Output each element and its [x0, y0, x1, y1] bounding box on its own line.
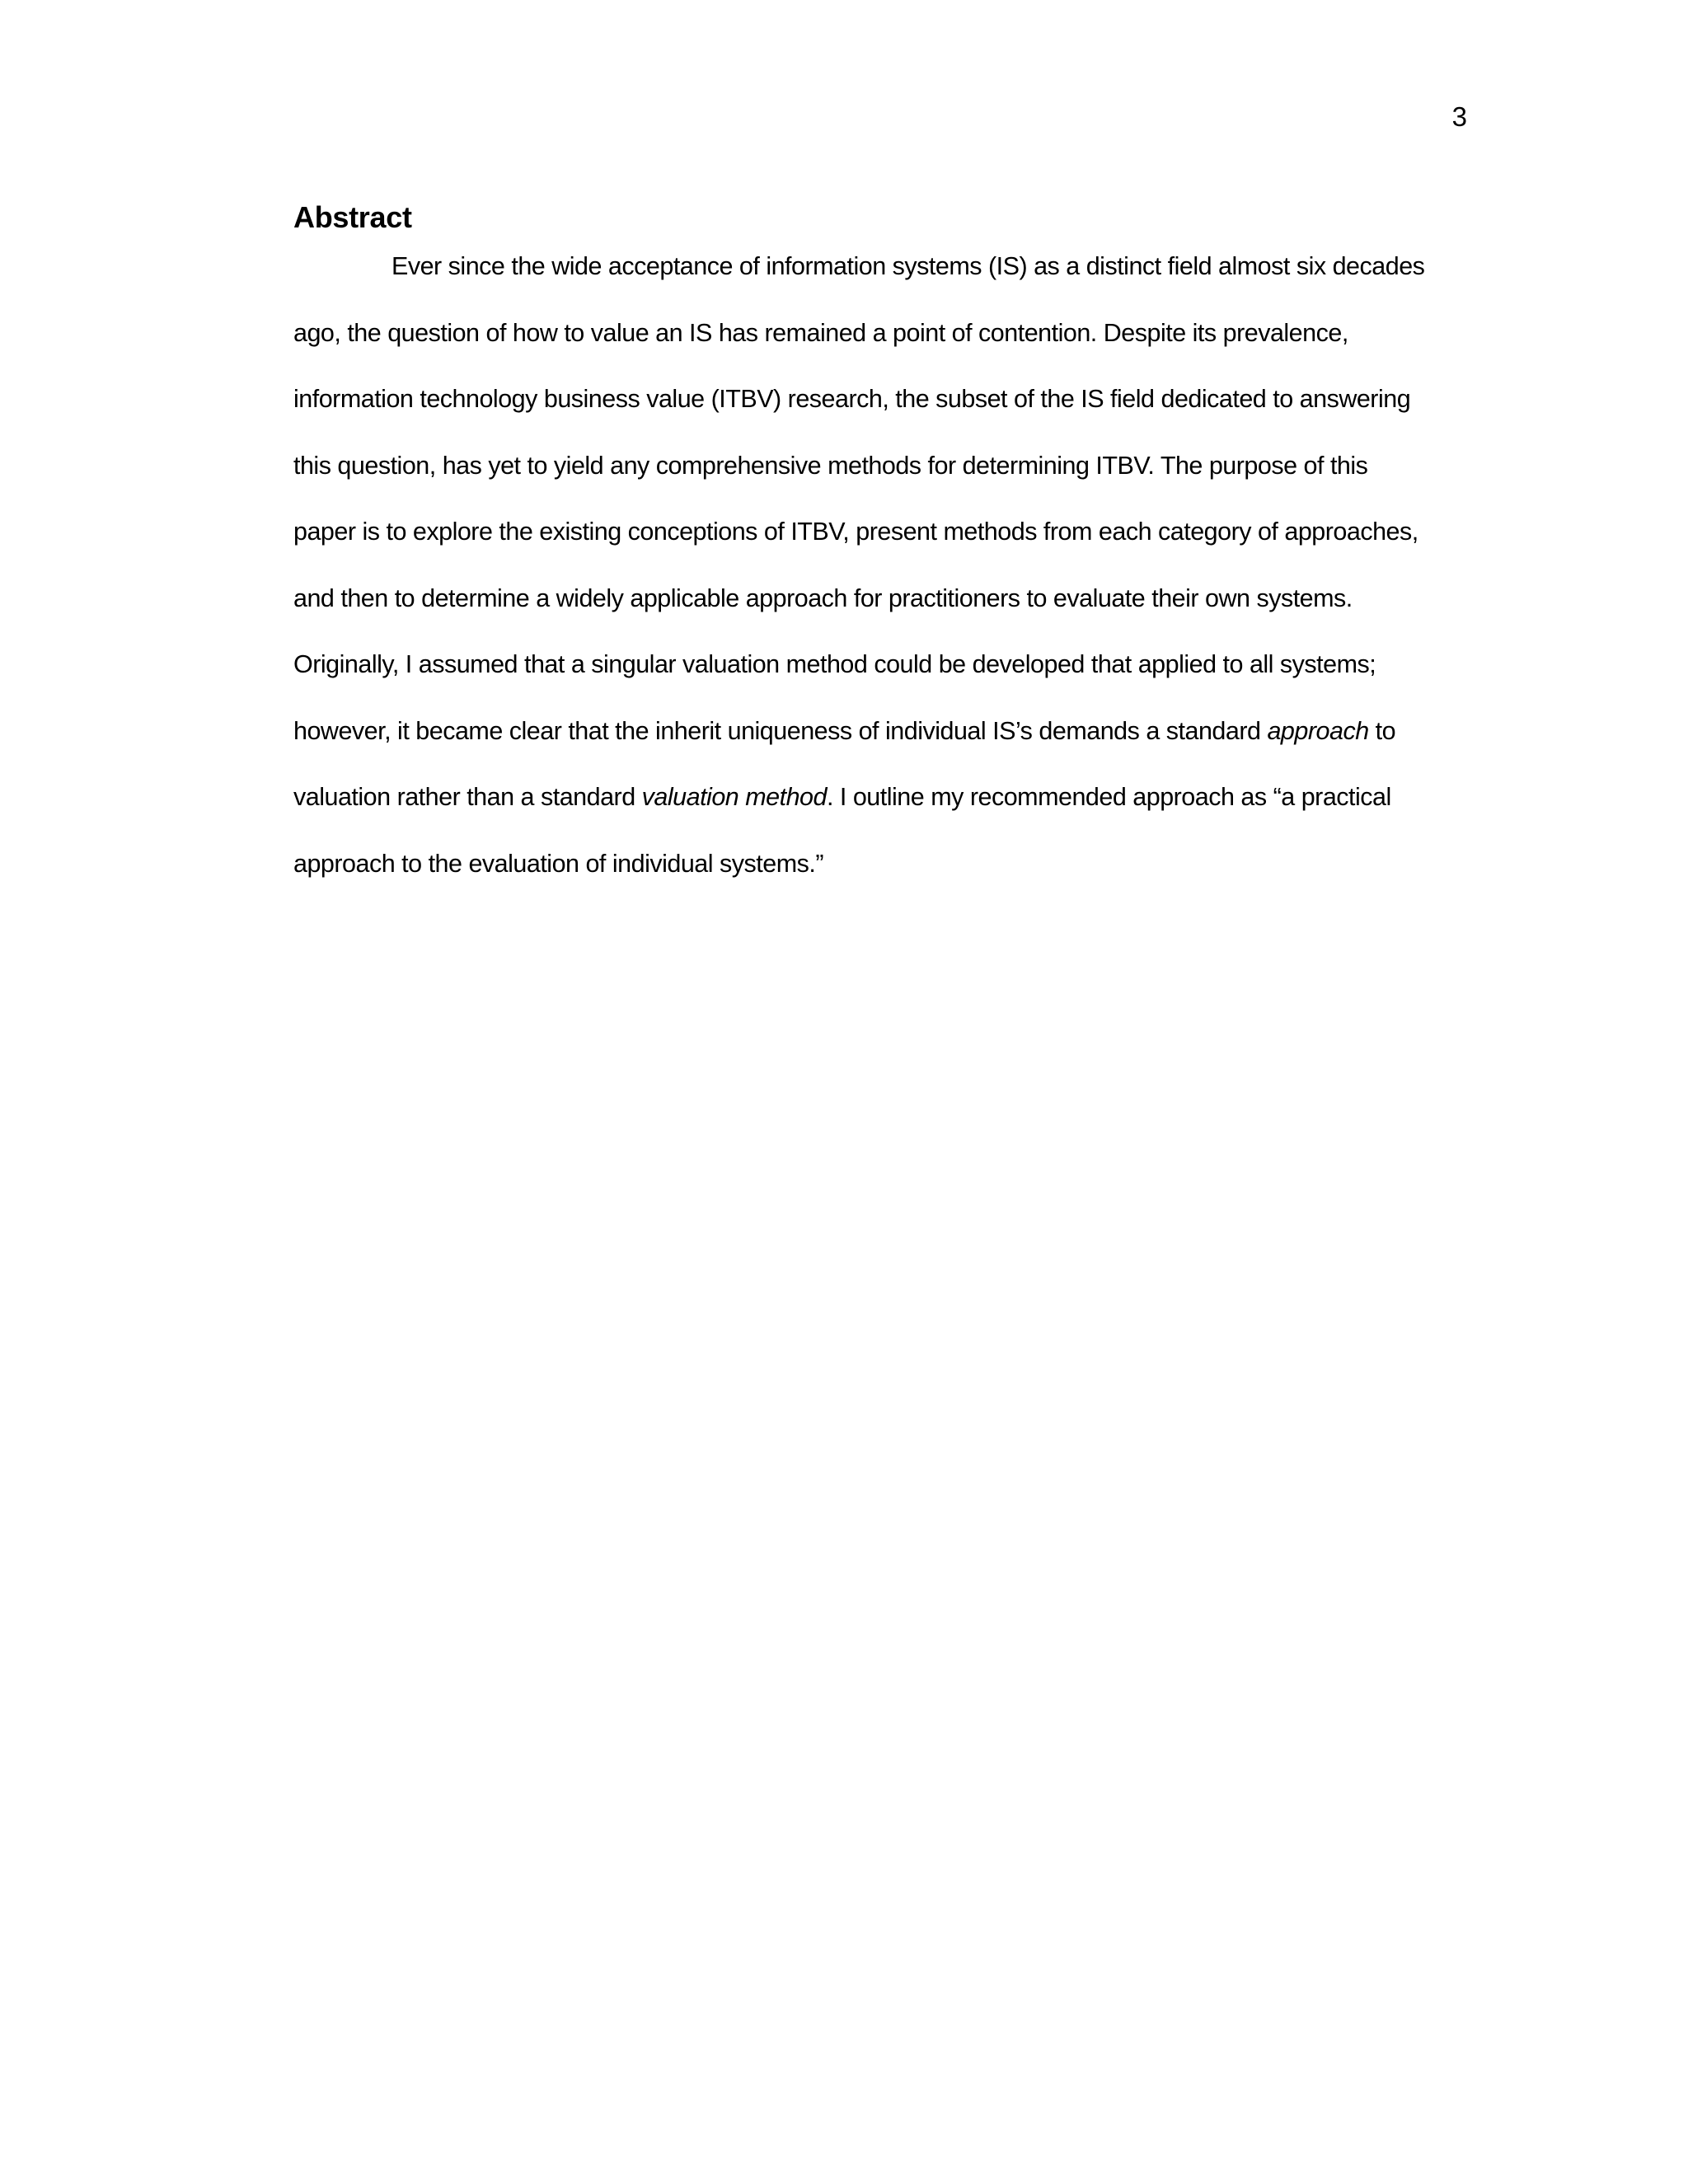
- abstract-line: Originally, I assumed that a singular valuation method could be developed that applied to all systems;: [293, 650, 1376, 678]
- page-number: 3: [1451, 101, 1467, 132]
- abstract-line: information technology business value (ITBV) research, the subset of the IS field dedicated to answering: [293, 385, 1411, 413]
- abstract-text: to: [1368, 716, 1396, 745]
- italic-term: valuation method: [641, 783, 827, 811]
- abstract-text: . I outline my recommended approach as “a practical: [826, 783, 1391, 811]
- abstract-line: approach to the evaluation of individual systems.”: [293, 849, 823, 878]
- abstract-line: and then to determine a widely applicable approach for practitioners to evaluate their own systems.: [293, 583, 1353, 612]
- abstract-line: Ever since the wide acceptance of information systems (IS) as a distinct field almost six decades: [392, 252, 1425, 280]
- italic-term: approach: [1267, 716, 1369, 745]
- abstract-heading: Abstract: [293, 200, 412, 234]
- abstract-text: valuation rather than a standard: [293, 783, 642, 811]
- abstract-line: [293, 780, 1447, 846]
- abstract-line: this question, has yet to yield any comprehensive methods for determining ITBV. The purpose of this: [293, 451, 1368, 480]
- abstract-line: [293, 714, 1447, 780]
- abstract-text: however, it became clear that the inherit uniqueness of individual IS’s demands a standard: [293, 716, 1268, 745]
- abstract-line: ago, the question of how to value an IS has remained a point of contention. Despite its prevalence,: [293, 318, 1348, 347]
- abstract-paragraph: [293, 249, 1447, 912]
- abstract-line: paper is to explore the existing conceptions of ITBV, present methods from each category of approaches,: [293, 518, 1418, 546]
